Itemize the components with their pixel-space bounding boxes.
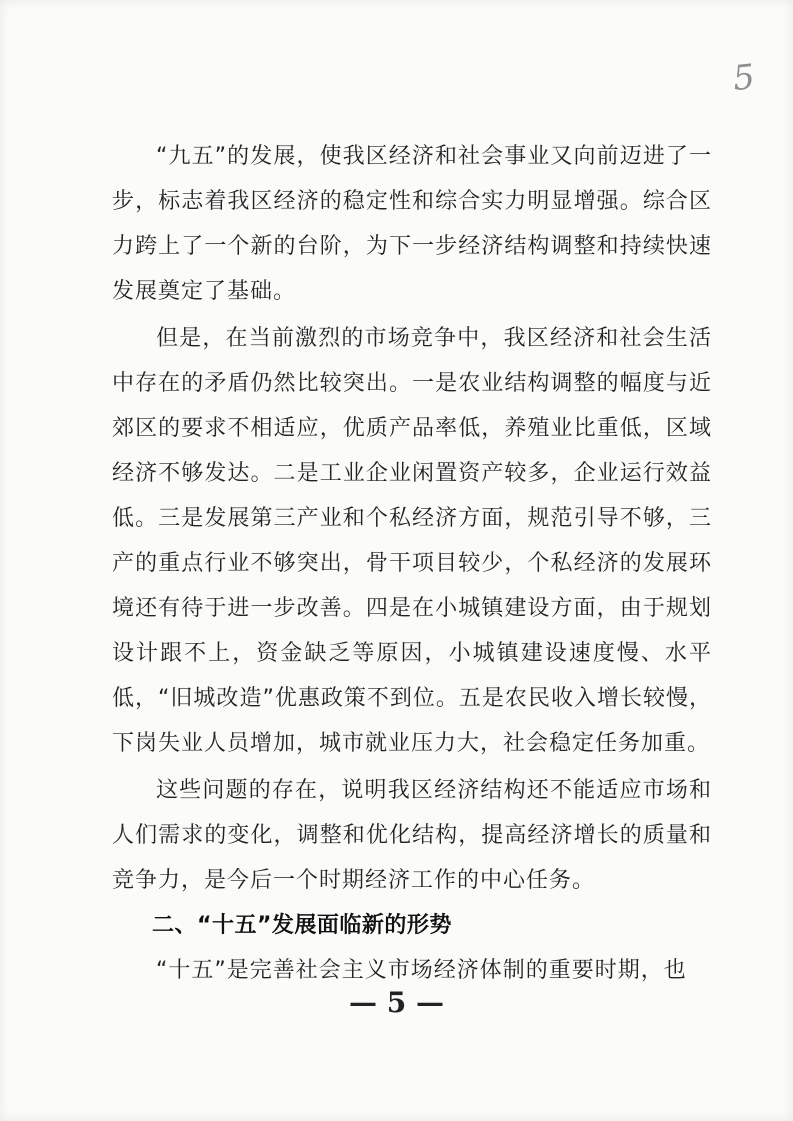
page-number: — 5 — bbox=[349, 986, 444, 1019]
handwritten-page-mark: 5 bbox=[731, 56, 758, 100]
section-heading: 二、“十五”发展面临新的形势 bbox=[152, 913, 452, 938]
paragraph-2: 但是，在当前激烈的市场竞争中，我区经济和社会生活中存在的矛盾仍然比较突出。一是农业结构调整的幅度与近郊区的要求不相适应，优质产品率低，养殖业比重低，区域经济不够发达。二是工业企业闲置资产较多，企业运行效益低。三是发展第三产业和个私经济方面，规范引导不够，三产的重点行业不够突出，骨干项目较少，个私经济的发展环境还有待于进一步改善。四是在小城镇建设方面，由于规划设计跟不上，资金缺乏等原因，小城镇建设速度慢、水平低，“旧城改造”优惠政策不到位。五是农民收入增长较慢，下岗失业人员增加，城市就业压力大，社会稳定任务加重。 bbox=[112, 326, 712, 756]
paragraph-1: “九五”的发展，使我区经济和社会事业又向前迈进了一步，标志着我区经济的稳定性和综合实力明显增强。综合区力跨上了一个新的台阶，为下一步经济结构调整和持续快速发展奠定了基础。 bbox=[112, 144, 712, 304]
body-text bbox=[112, 134, 712, 993]
paragraph-4: “十五”是完善社会主义市场经济体制的重要时期，也 bbox=[156, 958, 687, 983]
paragraph-3: 这些问题的存在，说明我区经济结构还不能适应市场和人们需求的变化，调整和优化结构，提高经济增长的质量和竞争力，是今后一个时期经济工作的中心任务。 bbox=[112, 778, 712, 893]
